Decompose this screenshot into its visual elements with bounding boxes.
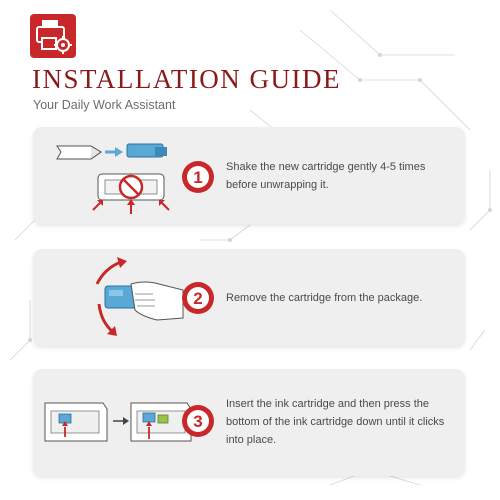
step-number-3-badge <box>180 403 216 439</box>
step-number-2-badge <box>180 280 216 316</box>
step-number-2: 2 <box>193 289 203 308</box>
step-2-text: Remove the cartridge from the package. <box>226 292 423 304</box>
step-3-text: Insert the ink cartridge and then press the bottom of the ink cartridge down until it clicks into place. <box>226 398 445 446</box>
step-card-2 <box>33 249 465 346</box>
step-card-1 <box>33 127 465 224</box>
page-title: INSTALLATION GUIDE <box>32 64 342 94</box>
page-subtitle: Your Daily Work Assistant <box>33 98 176 112</box>
step-card-3 <box>33 369 465 476</box>
step-number-1: 1 <box>193 168 203 187</box>
insert-cartridge-into-printer-illustration <box>43 381 193 465</box>
hand-shaking-cartridge-illustration <box>43 254 193 341</box>
step-1-text: Shake the new cartridge gently 4-5 times before unwrapping it. <box>226 161 426 191</box>
step-number-3: 3 <box>193 412 203 431</box>
cartridge-unwrap-no-touch-illustration <box>43 132 193 219</box>
step-number-1-badge <box>180 159 216 195</box>
printer-gear-icon <box>30 14 76 58</box>
